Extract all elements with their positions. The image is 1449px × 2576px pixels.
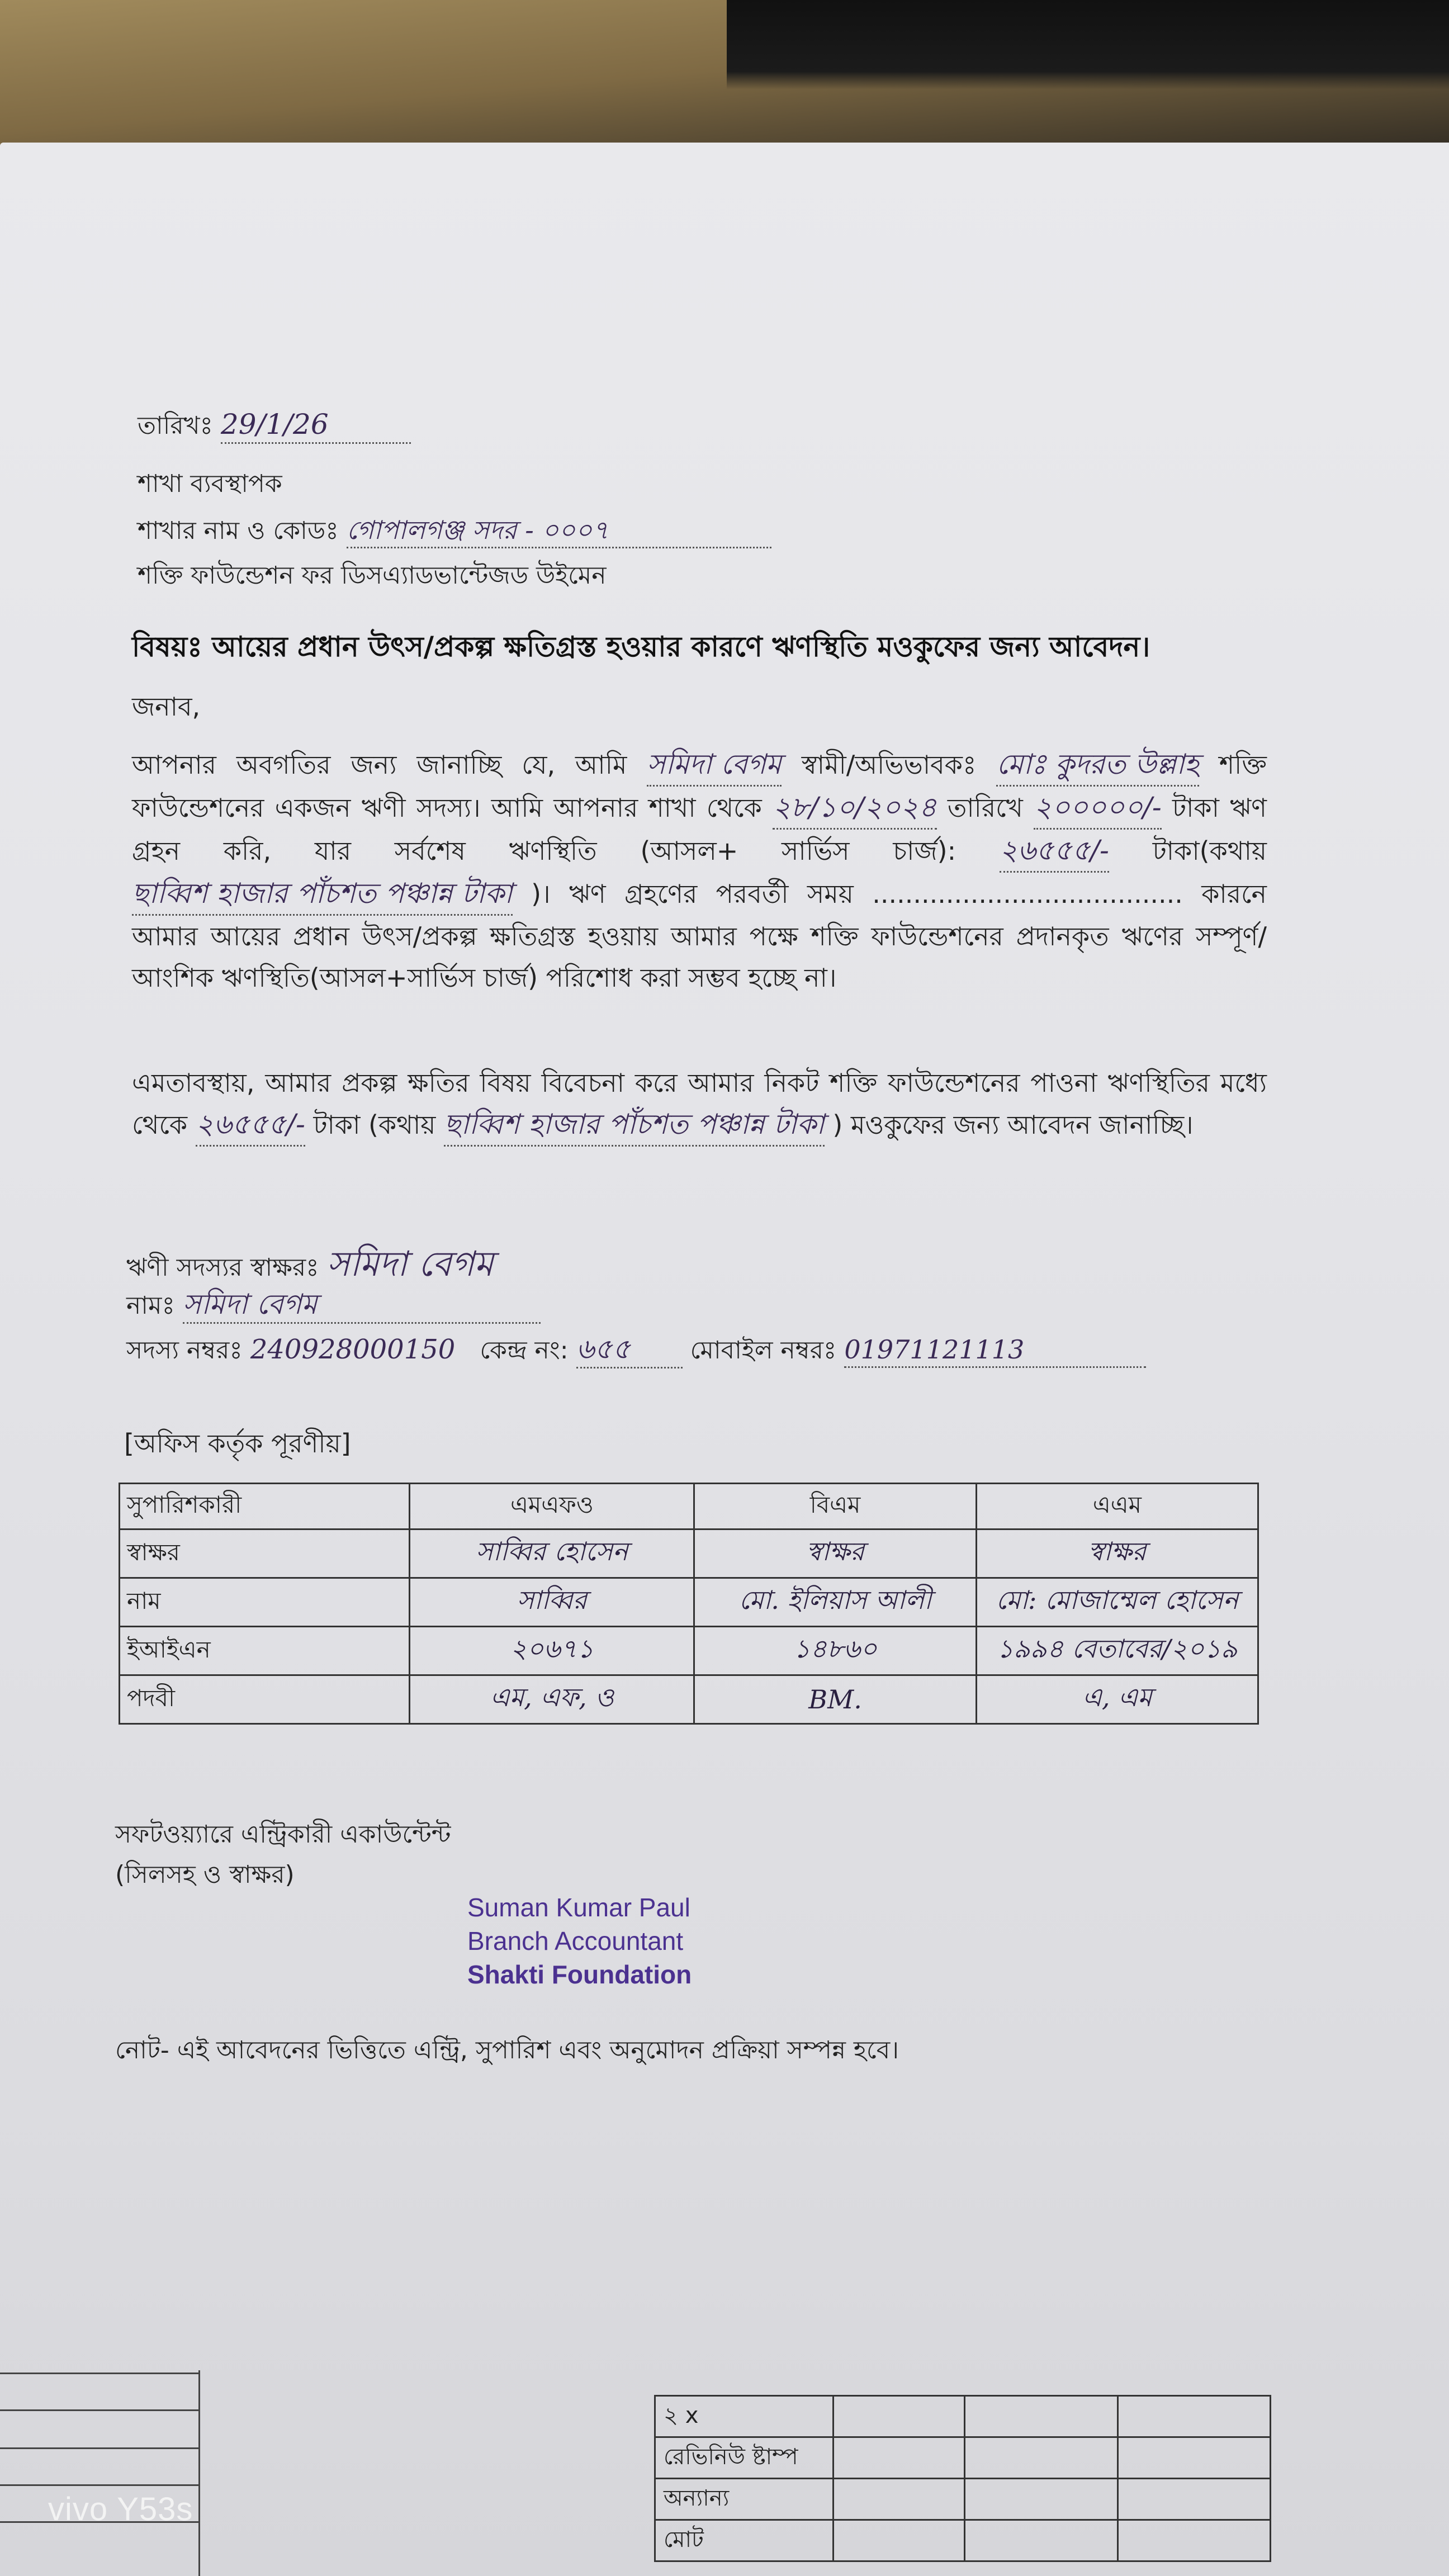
member-number-label: সদস্য নম্বরঃ [126,1336,243,1365]
table-row [655,2437,1271,2479]
member-name-label: নামঃ [126,1291,175,1320]
table-row [655,2520,1271,2561]
mfo-signature: সাব্বির হোসেন [410,1530,694,1578]
paragraph-1 [132,744,1267,998]
accountant-sublabel: (সিলসহ ও স্বাক্ষর) [115,1860,295,1889]
recipient: শাখা ব্যবস্থাপক [138,470,282,498]
date-value: 29/1/26 [221,407,411,444]
member-sign-line [126,1242,494,1286]
p1-text-5: টাকা ঋণ গ্রহন করি, যার সর্বশেষ ঋণস্থিতি (আসল+ সার্ভিস চার্জ): [132,793,1267,866]
mfo-name: সাব্বির [410,1578,694,1627]
member-name-handwritten: সমিদা বেগম [647,744,781,787]
row-label-name: নাম [120,1578,410,1627]
table-row [655,2396,1271,2437]
accountant-label: সফটওয়্যারে এন্ট্রিকারী একাউন্টেন্ট [115,1820,451,1849]
header-am: এএম [976,1484,1258,1530]
camera-watermark: vivo Y53s [48,2491,193,2527]
loan-date-handwritten: ২৮/১০/২০২৪ [773,787,937,830]
loan-amount-handwritten: ২০০০০০/- [1034,787,1162,830]
header-recommender: সুপারিশকারী [120,1484,410,1530]
balance-handwritten: ২৬৫৫৫/- [1000,830,1109,873]
p2-text-2: টাকা (কথায় [313,1110,436,1140]
paragraph-2 [132,1062,1267,1147]
member-sign-label: ঋণী সদস্যর স্বাক্ষরঃ [126,1253,319,1282]
branch-value: গোপালগঞ্জ সদর - ০০০৭ [347,514,771,548]
left-form-divider [198,2370,200,2576]
table-row [120,1578,1258,1627]
branch-label: শাখার নাম ও কোডঃ [138,517,339,545]
table-row [120,1627,1258,1675]
am-signature: স্বাক্ষর [976,1530,1258,1578]
mobile-value: 01971121113 [844,1334,1146,1368]
mobile-label: মোবাইল নম্বরঃ [690,1336,837,1365]
fee-row-label: ২ x [655,2396,834,2437]
member-number-line [126,1332,1146,1368]
member-signature: সমিদা বেগম [326,1243,494,1284]
guardian-name-handwritten: মোঃ কুদরত উল্লাহ [996,744,1199,787]
accountant-stamp [467,1891,692,1991]
date-label: তারিখঃ [138,411,213,440]
mfo-designation: এম, এফ, ও [410,1675,694,1724]
p1-text-7: )। ঋণ গ্রহণের পরবর্তী সময় ...................................... কারনে আমার আয়ের প্রধান উৎস/প্রকল্প ক্ষতিগ্রস্ত হওয়ায় আমার পক্ষে শক্তি ফাউন্ডেশনের প্রদানকৃত ঋণের সম্পূর্ণ/আংশিক ঋণস্থিতি(আসল+সার্ভিস চার্জ) পরিশোধ করা সম্ভব হচ্ছে না। [132,879,1267,993]
branch-line [138,514,771,548]
bm-ein: ১৪৮৬০ [694,1627,976,1675]
member-name-value: সমিদা বেগম [183,1287,541,1324]
fee-row-label: মোট [655,2520,834,2561]
org-name: শক্তি ফাউন্ডেশন ফর ডিসএ্যাডভান্টেজড উইমেন [138,561,607,590]
row-label-designation: পদবী [120,1675,410,1724]
am-ein: ১৯৯৪ বেতাবের/২০১৯ [976,1627,1258,1675]
stamp-name: Suman Kumar Paul [467,1893,690,1922]
desk-shadow [727,0,1449,89]
header-mfo: এমএফও [410,1484,694,1530]
center-label: কেন্দ্র নং: [480,1336,569,1365]
office-note: [অফিস কর্তৃক পূরণীয়] [124,1428,351,1459]
stamp-org: Shakti Foundation [467,1960,692,1989]
table-row [655,2479,1271,2520]
office-table-header-row [120,1484,1258,1530]
table-row [120,1530,1258,1578]
row-label-ein: ইআইএন [120,1627,410,1675]
am-designation: এ, এম [976,1675,1258,1724]
bm-name: মো. ইলিয়াস আলী [694,1578,976,1627]
waive-amount-handwritten: ২৬৫৫৫/- [196,1104,305,1147]
fee-row-label: অন্যান্য [655,2479,834,2520]
p1-text-6: টাকা(কথায় [1152,836,1267,866]
office-table [119,1483,1259,1725]
member-name-line [126,1287,541,1324]
waive-words-handwritten: ছাব্বিশ হাজার পাঁচশত পঞ্চান্ন টাকা [444,1104,825,1147]
footer-note: নোট- এই আবেদনের ভিত্তিতে এন্ট্রি, সুপারিশ এবং অনুমোদন প্রক্রিয়া সম্পন্ন হবে। [115,2036,899,2064]
bm-signature: স্বাক্ষর [694,1530,976,1578]
p1-text-4: তারিখে [947,793,1023,823]
p1-text-2: স্বামী/অভিভাবকঃ [801,750,977,780]
fee-row-label: রেভিনিউ ষ্টাম্প [655,2437,834,2479]
salutation: জনাব, [132,692,201,722]
p2-text-3: ) মওকুফের জন্য আবেদন জানাচ্ছি। [832,1110,1194,1140]
am-name: মো: মোজাম্মেল হোসেন [976,1578,1258,1627]
row-label-signature: স্বাক্ষর [120,1530,410,1578]
stamp-title: Branch Accountant [467,1926,684,1955]
fee-table [654,2395,1271,2562]
center-value: ৬৫৫ [576,1332,683,1368]
mfo-ein: ২০৬৭১ [410,1627,694,1675]
p2-text-1: এমতাবস্থায়, আমার প্রকল্প ক্ষতির বিষয় বিবেচনা করে আমার নিকট শক্তি ফাউন্ডেশনের পাওনা ঋণস্থিতির মধ্যে থেকে [132,1068,1267,1140]
balance-words-handwritten: ছাব্বিশ হাজার পাঁচশত পঞ্চান্ন টাকা [132,873,513,916]
p1-text-1: আপনার অবগতির জন্য জানাচ্ছি যে, আমি [132,750,627,780]
table-row [120,1675,1258,1724]
date-line [138,407,411,444]
member-number-value: 240928000150 [250,1334,456,1365]
bm-designation: BM. [694,1675,976,1724]
header-bm: বিএম [694,1484,976,1530]
p1-text-3: শক্তি ফাউন্ডেশনের একজন ঋণী সদস্য। আমি আপনার শাখা থেকে [132,750,1267,823]
subject-line: বিষয়ঃ আয়ের প্রধান উৎস/প্রকল্প ক্ষতিগ্রস্ত হওয়ার কারণে ঋণস্থিতি মওকুফের জন্য আবেদন। [132,631,1150,663]
